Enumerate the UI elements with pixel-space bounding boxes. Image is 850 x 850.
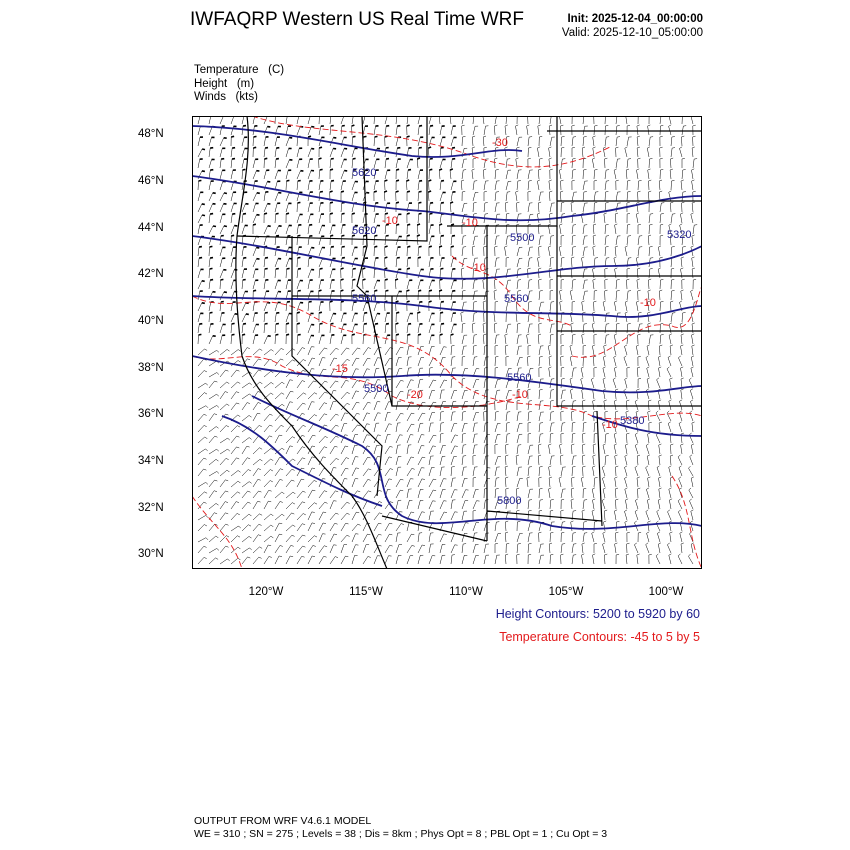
wind-barb-flag	[276, 213, 279, 214]
wind-barb-flag	[441, 268, 444, 269]
wind-barb-flag	[319, 158, 322, 159]
wind-barb-flag	[407, 191, 410, 192]
wind-barb-flag	[213, 226, 216, 227]
wind-barb-flag	[342, 247, 345, 248]
field-winds	[194, 91, 258, 103]
wind-barb-flag	[341, 301, 344, 302]
wind-barb-flag	[429, 301, 432, 302]
height-label: 5620	[352, 167, 377, 179]
wind-barb-flag	[385, 246, 388, 247]
wind-barb-flag	[331, 323, 334, 324]
wind-barb-flag	[330, 235, 333, 236]
wind-barb-flag	[408, 258, 411, 259]
field-temperature	[194, 64, 284, 76]
wind-barb-flag	[287, 302, 290, 303]
wind-barb-flag	[243, 214, 246, 215]
wind-barb-flag	[210, 214, 213, 215]
wind-barb-flag	[221, 302, 224, 303]
temperature-contour-note: Temperature Contours: -45 to 5 by 5	[499, 630, 700, 644]
valid-time: Valid: 2025-12-10_05:00:00	[561, 27, 703, 39]
wind-barb-flag	[342, 235, 345, 236]
wind-barb-flag	[440, 334, 443, 335]
wind-barb-flag	[353, 279, 356, 280]
wind-barb-flag	[276, 334, 279, 335]
temperature-label: -15	[332, 363, 348, 375]
wind-barb-flag	[224, 292, 227, 293]
temperature-label: -10	[640, 297, 656, 309]
height-label: 5800	[497, 495, 522, 507]
wind-barb-flag	[342, 213, 345, 214]
wind-barb-flag	[452, 236, 455, 237]
wind-barb-flag	[232, 159, 235, 160]
wind-barb-flag	[243, 324, 246, 325]
wind-barb-flag	[441, 148, 444, 149]
wind-barb-flag	[396, 323, 399, 324]
wind-barb-flag	[320, 192, 323, 193]
field-unit: (kts)	[235, 91, 258, 103]
height-label: 5500	[364, 383, 389, 395]
wind-barb-flag	[419, 191, 422, 192]
wind-barb-flag	[231, 136, 234, 137]
wind-barb-flag	[441, 302, 444, 303]
wind-barb-flag	[202, 281, 205, 282]
wind-barb-flag	[428, 147, 431, 148]
wind-barb-flag	[396, 334, 399, 335]
wind-barb-flag	[210, 268, 213, 269]
wind-barb-flag	[341, 191, 344, 192]
wind-barb-flag	[286, 213, 289, 214]
wind-barb-flag	[407, 246, 410, 247]
wind-barb-flag	[319, 312, 322, 313]
wind-barb-flag	[319, 147, 322, 148]
height-label: 5560	[352, 293, 377, 305]
init-time: Init: 2025-12-04_00:00:00	[567, 13, 703, 25]
wind-barb-flag	[210, 280, 213, 281]
wind-barb-flag	[243, 169, 246, 170]
lat-label: 38°N	[138, 362, 164, 374]
lon-label: 110°W	[449, 586, 483, 598]
lat-label: 46°N	[138, 175, 164, 187]
lon-label: 120°W	[248, 586, 284, 598]
wind-barb-flag	[407, 268, 410, 269]
wind-barb-flag	[407, 224, 410, 225]
temperature-label: -10	[382, 215, 398, 227]
lat-label: 34°N	[138, 455, 164, 467]
wind-barb-flag	[384, 191, 387, 192]
field-height	[194, 78, 254, 90]
field-name: Winds	[194, 91, 226, 103]
wind-barb-flag	[386, 148, 389, 149]
wind-barb-flag	[417, 224, 420, 225]
wind-barb-flag	[287, 180, 290, 181]
lat-label: 42°N	[138, 268, 164, 280]
wind-barb-flag	[309, 258, 312, 259]
wind-barb-flag	[298, 291, 301, 292]
wind-barb-flag	[331, 181, 334, 182]
wind-barb-flag	[298, 202, 301, 203]
wind-barb-flag	[385, 213, 388, 214]
wind-barb-flag	[419, 202, 422, 203]
wind-barb-flag	[342, 126, 345, 127]
wind-barb-flag	[309, 302, 312, 303]
wind-barb-flag	[286, 334, 289, 335]
wind-barb-flag	[298, 257, 301, 258]
wind-barb-flag	[297, 323, 300, 324]
wind-barb-flag	[265, 324, 268, 325]
wind-barb-flag	[407, 125, 410, 126]
lat-label: 30°N	[138, 548, 164, 560]
wind-barb-flag	[199, 258, 202, 259]
wind-barb-flag	[243, 126, 246, 127]
temperature-label: -10	[512, 389, 528, 401]
wind-barb-flag	[308, 136, 311, 137]
model-info: OUTPUT FROM WRF V4.6.1 MODEL	[194, 815, 372, 827]
wind-barb-flag	[243, 280, 246, 281]
wind-barb-flag	[450, 202, 453, 203]
wind-barb-flag	[429, 180, 432, 181]
lat-label: 44°N	[138, 222, 164, 234]
weather-map[interactable]	[192, 116, 702, 569]
wind-barb-flag	[407, 334, 410, 335]
field-name: Temperature	[194, 64, 259, 76]
wind-barb-flag	[418, 290, 421, 291]
lat-label: 32°N	[138, 502, 164, 514]
wind-barb-flag	[395, 279, 398, 280]
wind-barb-flag	[363, 268, 366, 269]
wind-barb-flag	[451, 224, 454, 225]
wind-barb-flag	[408, 170, 411, 171]
wind-barb-flag	[330, 213, 333, 214]
height-contour-note: Height Contours: 5200 to 5920 by 60	[495, 607, 700, 621]
wind-barb-flag	[231, 235, 234, 236]
temperature-label: -30	[492, 137, 508, 149]
wind-barb-flag	[202, 215, 205, 216]
wind-barb-flag	[364, 324, 367, 325]
wind-barb-flag	[353, 158, 356, 159]
field-unit: (C)	[268, 64, 285, 76]
wind-barb-flag	[429, 246, 432, 247]
wind-barb-flag	[341, 279, 344, 280]
wind-barb-flag	[439, 246, 442, 247]
wind-barb-flag	[342, 258, 345, 259]
wind-barb-flag	[407, 136, 410, 137]
wind-barb-flag	[441, 236, 444, 237]
wind-barb-flag	[287, 268, 290, 269]
wind-barb-flag	[451, 334, 454, 335]
wind-barb-flag	[265, 313, 268, 314]
wind-barb-flag	[276, 324, 279, 325]
wind-barb-flag	[330, 169, 333, 170]
wind-barb-flag	[257, 193, 260, 194]
wind-barb-flag	[439, 290, 442, 291]
wind-barb-flag	[430, 159, 433, 160]
wind-barb-flag	[375, 136, 378, 137]
wind-barb-flag	[265, 148, 268, 149]
wind-barb-flag	[320, 323, 323, 324]
wind-barb-flag	[199, 247, 202, 248]
lon-label: 105°W	[548, 586, 584, 598]
wind-barb-flag	[417, 312, 420, 313]
wind-barb-flag	[352, 290, 355, 291]
wind-barb-flag	[253, 224, 256, 225]
wind-barb-flag	[232, 334, 235, 335]
temperature-label: -10	[470, 262, 486, 274]
wind-barb-flag	[331, 159, 334, 160]
wind-barb-flag	[202, 149, 205, 150]
wind-barb-flag	[439, 169, 442, 170]
wind-barb-flag	[199, 180, 202, 181]
wind-barb-flag	[417, 158, 420, 159]
wind-barb-flag	[441, 181, 444, 182]
wind-barb-flag	[450, 169, 453, 170]
temperature-label: -20	[407, 389, 423, 401]
lon-label: 100°W	[648, 586, 684, 598]
wind-barb-flag	[265, 258, 268, 259]
wind-barb-flag	[419, 213, 422, 214]
lat-label: 48°N	[138, 128, 164, 140]
wind-barb-flag	[352, 334, 355, 335]
wind-barb-flag	[298, 335, 301, 336]
wind-barb-flag	[406, 180, 409, 181]
wind-barb-flag	[246, 314, 249, 315]
wind-barb-flag	[396, 202, 399, 203]
wind-barb-flag	[419, 246, 422, 247]
wind-barb-flag	[254, 136, 257, 137]
wind-barb-flag	[429, 169, 432, 170]
wind-barb-flag	[441, 324, 444, 325]
wind-barb-flag	[418, 257, 421, 258]
wind-barb-flag	[253, 290, 256, 291]
wind-barb-flag	[429, 290, 432, 291]
field-name: Height	[194, 78, 228, 90]
wind-barb-flag	[221, 236, 224, 237]
wind-barb-flag	[375, 324, 378, 325]
lat-label: 40°N	[138, 315, 164, 327]
wind-barb-flag	[213, 193, 216, 194]
wind-barb-flag	[439, 224, 442, 225]
wind-barb-flag	[319, 290, 322, 291]
wind-barb-flag	[430, 126, 433, 127]
wind-barb-flag	[298, 269, 301, 270]
wind-barb-flag	[341, 290, 344, 291]
wind-barb-flag	[352, 213, 355, 214]
wind-barb-flag	[276, 236, 279, 237]
wind-barb-flag	[441, 203, 444, 204]
wind-barb-flag	[210, 312, 213, 313]
wind-barb-flag	[320, 268, 323, 269]
height-label: 5500	[510, 232, 535, 244]
wind-barb-flag	[419, 148, 422, 149]
wind-barb-flag	[232, 323, 235, 324]
wind-barb-flag	[385, 180, 388, 181]
wind-barb-flag	[407, 213, 410, 214]
wind-barb-flag	[396, 191, 399, 192]
wind-barb-flag	[417, 235, 420, 236]
wind-barb-flag	[374, 290, 377, 291]
wind-barb-flag	[374, 246, 377, 247]
height-label: 5560	[504, 293, 529, 305]
wind-barb-flag	[264, 213, 267, 214]
wind-barb-flag	[428, 191, 431, 192]
wind-barb-flag	[202, 303, 205, 304]
wind-barb-flag	[418, 334, 421, 335]
wind-barb-flag	[276, 159, 279, 160]
wind-barb-flag	[202, 204, 205, 205]
wind-barb-flag	[440, 312, 443, 313]
wind-barb-flag	[246, 303, 249, 304]
wind-barb-flag	[407, 290, 410, 291]
wind-barb-flag	[330, 301, 333, 302]
wind-barb-flag	[353, 269, 356, 270]
wind-barb-flag	[331, 247, 334, 248]
wind-barb-flag	[341, 268, 344, 269]
wind-barb-flag	[298, 235, 301, 236]
wind-barb-flag	[253, 147, 256, 148]
wind-barb-flag	[199, 334, 202, 335]
wind-barb-flag	[452, 148, 455, 149]
wind-barb-flag	[396, 180, 399, 181]
wind-barb-flag	[265, 269, 268, 270]
wind-barb-flag	[430, 213, 433, 214]
wind-barb-flag	[386, 290, 389, 291]
wind-barb-flag	[221, 279, 224, 280]
wind-barb-flag	[202, 171, 205, 172]
wind-barb-flag	[386, 159, 389, 160]
wind-barb-flag	[386, 236, 389, 237]
wind-barb-flag	[407, 235, 410, 236]
wind-barb-flag	[396, 169, 399, 170]
wind-barb-flag	[242, 334, 245, 335]
temperature-label: -10	[462, 217, 478, 229]
height-label: 5320	[667, 229, 692, 241]
wind-barb-flag	[330, 202, 333, 203]
wind-barb-flag	[320, 169, 323, 170]
wind-barb-flag	[386, 324, 389, 325]
plot-title: IWFAQRP Western US Real Time WRF	[190, 9, 524, 30]
model-settings: WE = 310 ; SN = 275 ; Levels = 38 ; Dis = 8km ; Phys Opt = 8 ; PBL Opt = 1 ; Cu Opt = 3	[194, 828, 608, 840]
wind-barb-flag	[276, 269, 279, 270]
wind-barb-flag	[210, 258, 213, 259]
wind-barb-flag	[419, 126, 422, 127]
wind-barb-flag	[374, 191, 377, 192]
wind-barb-flag	[224, 226, 227, 227]
lat-label: 36°N	[138, 408, 164, 420]
temperature-label: -10	[602, 419, 618, 431]
wind-barb-flag	[363, 279, 366, 280]
height-label: 5560	[507, 372, 532, 384]
wind-barb-flag	[353, 136, 356, 137]
wind-barb-flag	[407, 301, 410, 302]
field-unit: (m)	[236, 78, 255, 90]
wind-barb-flag	[440, 279, 443, 280]
wind-barb-flag	[397, 258, 400, 259]
wind-barb-flag	[352, 125, 355, 126]
wind-barb-flag	[385, 257, 388, 258]
lon-label: 115°W	[349, 586, 383, 598]
wind-barb-flag	[224, 193, 227, 194]
height-label: 5380	[620, 415, 645, 427]
wind-barb-flag	[396, 301, 399, 302]
wind-barb-flag	[298, 181, 301, 182]
wind-barb-flag	[385, 268, 388, 269]
wind-barb-flag	[451, 246, 454, 247]
wind-barb-flag	[385, 279, 388, 280]
height-label: 5620	[352, 225, 377, 237]
wind-barb-flag	[210, 246, 213, 247]
wind-barb-flag	[330, 191, 333, 192]
wind-barb-flag	[331, 126, 334, 127]
wind-barb-flag	[363, 246, 366, 247]
wind-barb-flag	[268, 226, 271, 227]
wind-barb-flag	[396, 312, 399, 313]
wind-barb-flag	[297, 312, 300, 313]
wind-barb-flag	[286, 323, 289, 324]
wind-barb-flag	[364, 136, 367, 137]
wind-barb-flag	[264, 158, 267, 159]
